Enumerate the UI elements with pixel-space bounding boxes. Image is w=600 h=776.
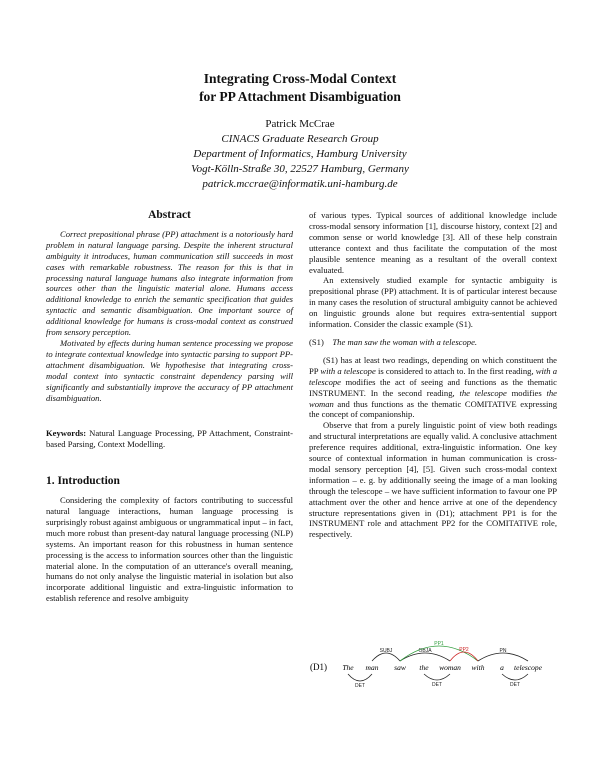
affiliation-line-3: Vogt-Kölln-Straße 30, 22527 Hamburg, Germany (191, 163, 409, 175)
example-s1 (309, 337, 557, 348)
diagram-word: telescope (514, 663, 542, 672)
abstract-paragraph-1: Correct prepositional phrase (PP) attachment is a notoriously hard problem in natural language parsing. Despite the inherent structural ambiguity it introduces, human communication still succeeds in most cases with remarkable robustness. The reason for this is that in processing natural language humans also integrate information from sources other than the linguistic material alone. Humans access additional knowledge to enrich the semantic specification that guides syntactic and semantic disambiguation. One important source of additional knowledge for humans is cross-modal context as construed from sensory perception. (46, 228, 293, 338)
arc-label: DET (432, 682, 442, 688)
intro-heading: 1. Introduction (46, 475, 120, 488)
dependency-arc (372, 653, 400, 661)
right-paragraph-4: Observe that from a purely linguistic point of view both readings and structural interpretations are equally valid. A conclusive attachment preference requires additional, extra-linguistic information. One key source of contextual information in human communication is cross-modal sensory perception [4], [5]. Given such cross-modal context information – e. g. by additionally seeing the image of a man looking through the telescope – we have sufficient information to favour one PP attachment over the other and hence arrive at one of the dependency structure representations given in (D1); attachment PP1 is for the INSTRUMENT role and attachment PP2 for the COMITATIVE role, respectively. (309, 420, 557, 540)
arc-label: DET (510, 682, 520, 688)
left-column (46, 210, 293, 604)
diagram-word: a (500, 663, 504, 672)
p3-text-d: with a telescope (309, 365, 558, 387)
arc-label: PP1 (434, 641, 444, 647)
dependency-arc (400, 653, 450, 661)
p3-text-c: is considered to attach to. In the first reading, (375, 365, 536, 376)
example-text: The man saw the woman with a telescope. (332, 336, 478, 347)
right-paragraph-1: of various types. Typical sources of additional knowledge include cross-modal sensory information [1], discourse history, context [2] and common sense or world knowledge [3]. All of these help constrain utterance context and thus facilitate the computation of the most plausible sentence meaning as a resultant of the overall context evaluated. (309, 210, 557, 275)
p3-text-a: (S1) has at least two readings, depending on which constituent the PP (309, 354, 557, 376)
diagram-word: man (365, 663, 379, 672)
keywords (46, 428, 293, 450)
p3-text-h: the woman (309, 387, 557, 409)
dependency-diagram (300, 636, 570, 716)
dependency-words (342, 663, 542, 672)
author-email: patrick.mccrae@informatik.uni-hamburg.de (202, 178, 398, 190)
dependency-arc (478, 653, 528, 661)
p3-text-f: the telescope (459, 387, 507, 398)
p3-text-i: and thus functions as the thematic COMITATIVE expressing the concept of companionship. (309, 398, 557, 420)
p3-text-e: modifies the act of seeing and functions as the thematic INSTRUMENT. In the second reading, (309, 376, 557, 398)
diagram-word: woman (439, 663, 461, 672)
arc-label: SUBJ (379, 648, 393, 654)
dependency-arc (424, 674, 450, 680)
affiliation-line-2: Department of Informatics, Hamburg University (193, 148, 407, 160)
intro-paragraph-1: Considering the complexity of factors contributing to successful natural language interactions, human language processing is surprisingly robust against ambiguous or ungrammatical input – in fact, much more robust than present-day natural language processing (NLP) systems. An important reason for this robustness in human sentence processing is the access to information sources other than the linguistic material alone. In the computation of an utterance's overall meaning, humans do not only analyse the linguistic material in isolation but also incorporate additional linguistic and extra-linguistic information to establish reference and resolve ambiguity (46, 495, 293, 604)
keywords-text: Natural Language Processing, PP Attachment, Constraint-based Parsing, Context Modelling. (46, 428, 293, 450)
p3-text-g: modifies (506, 387, 547, 398)
p3-text-b: with a telescope (320, 365, 376, 376)
right-column (309, 210, 557, 540)
right-paragraph-2: An extensively studied example for syntactic ambiguity is prepositional phrase (PP) attachment. It is of particular interest because in many cases the resolution of structural ambiguity cannot be achieved on linguistic grounds alone but requires extra-sentential support information. Consider the classic example (S1). (309, 275, 557, 330)
diagram-word: with (471, 663, 485, 672)
arc-label: PN (499, 648, 507, 654)
arc-label: PP2 (459, 647, 469, 653)
title-line-1: Integrating Cross-Modal Context (203, 71, 397, 86)
diagram-word: saw (394, 663, 406, 672)
right-paragraph-3 (309, 355, 557, 420)
example-label: (S1) (309, 336, 324, 347)
abstract-paragraph-2: Motivated by effects during human sentence processing we propose to integrate contextual knowledge into syntactic parsing to support PP-attachment disambiguation. We hypothesise that integrating cross-modal context into syntactic constraint dependency parsing will significantly and substantially improve the accuracy of PP attachment disambiguation. (46, 337, 293, 403)
diagram-word: the (419, 663, 429, 672)
dependency-arc (502, 674, 528, 680)
title-line-2: for PP Attachment Disambiguation (199, 89, 401, 104)
arc-label: DET (355, 683, 365, 689)
dependency-arc (348, 674, 372, 681)
arc-label: OBJA (418, 648, 432, 654)
affiliation-line-1: CINACS Graduate Research Group (221, 133, 379, 145)
dependency-arc (450, 652, 478, 661)
diagram-word: The (342, 663, 354, 672)
diagram-label: (D1) (310, 662, 327, 672)
author-name: Patrick McCrae (265, 118, 335, 130)
abstract-heading: Abstract (148, 209, 191, 221)
keywords-label: Keywords: (46, 428, 87, 439)
